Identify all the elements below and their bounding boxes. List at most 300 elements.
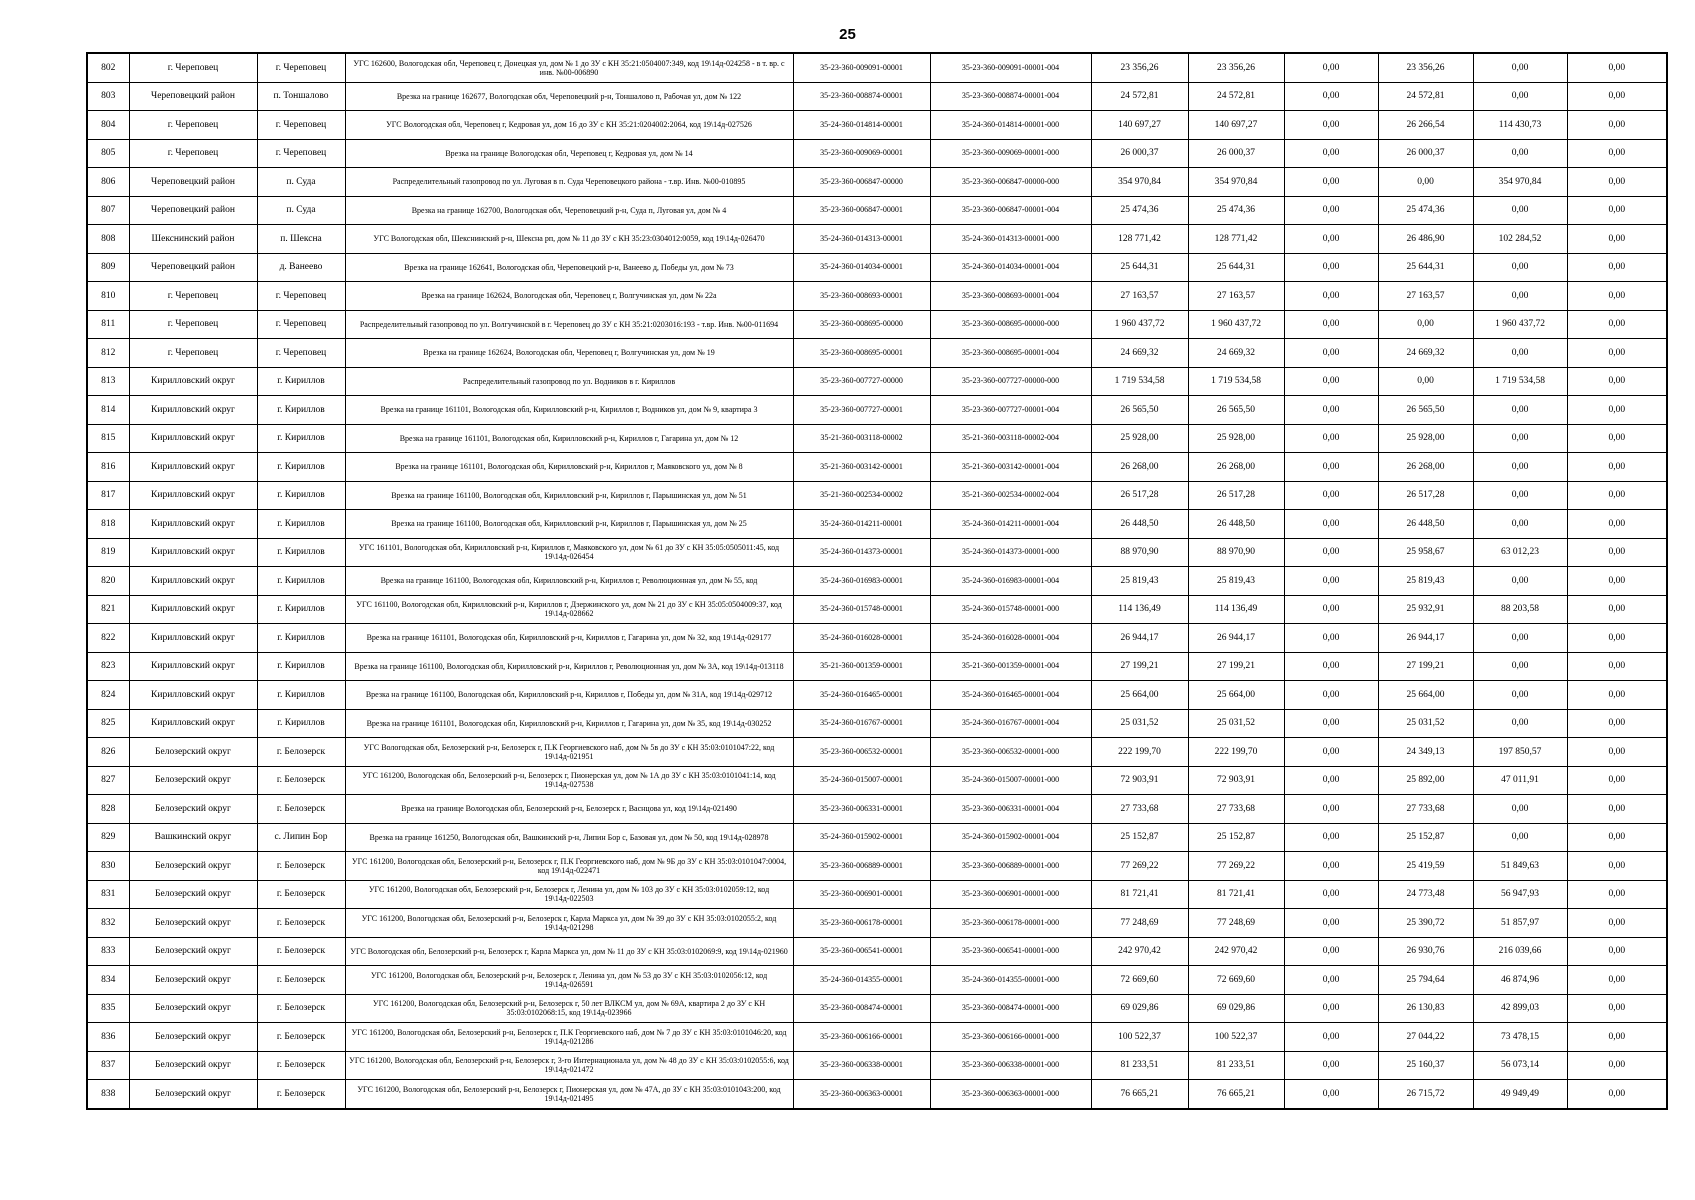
cell-settlement: г. Кириллов xyxy=(257,567,345,596)
cell-object-address: Распределительный газопровод по ул. Луговая в п. Суда Череповецкого района - т.вр. Инв. №00-010895 xyxy=(345,168,793,197)
table-row xyxy=(87,681,1667,710)
cell-settlement: г. Белозерск xyxy=(257,1023,345,1052)
cell-object-code: 35-21-360-003142-00001 xyxy=(793,453,930,482)
cell-cost-amount: 1 960 437,72 xyxy=(1188,310,1284,339)
cell-total-cost: 25 031,52 xyxy=(1091,709,1188,738)
cell-object-code: 35-23-360-006178-00001 xyxy=(793,909,930,938)
cell-connection-cost: 26 266,54 xyxy=(1378,111,1473,140)
cell-cost-amount: 26 000,37 xyxy=(1188,139,1284,168)
cell-cost-zero: 0,00 xyxy=(1284,937,1378,966)
cell-inventory-code: 35-21-360-003142-00001-004 xyxy=(930,453,1091,482)
cell-connection-cost: 26 715,72 xyxy=(1378,1080,1473,1109)
cell-cost-amount: 242 970,42 xyxy=(1188,937,1284,966)
cell-row-number: 807 xyxy=(87,196,129,225)
cell-inventory-code: 35-23-360-007727-00000-000 xyxy=(930,367,1091,396)
cell-cost-zero: 0,00 xyxy=(1284,111,1378,140)
table-row xyxy=(87,196,1667,225)
cell-row-number: 826 xyxy=(87,738,129,767)
table-row xyxy=(87,1051,1667,1080)
cell-object-code: 35-23-360-008874-00001 xyxy=(793,82,930,111)
cell-row-number: 808 xyxy=(87,225,129,254)
cell-object-code: 35-23-360-006847-00001 xyxy=(793,196,930,225)
table-body xyxy=(87,53,1667,1109)
cell-settlement: п. Суда xyxy=(257,168,345,197)
cell-network-cost: 73 478,15 xyxy=(1473,1023,1567,1052)
cell-district: Кирилловский округ xyxy=(129,367,257,396)
cell-connection-cost: 25 664,00 xyxy=(1378,681,1473,710)
table-row xyxy=(87,339,1667,368)
table-row xyxy=(87,510,1667,539)
cell-inventory-code: 35-24-360-014355-00001-000 xyxy=(930,966,1091,995)
cell-cost-amount: 114 136,49 xyxy=(1188,595,1284,624)
cell-settlement: г. Белозерск xyxy=(257,852,345,881)
table-row xyxy=(87,168,1667,197)
cell-inventory-code: 35-24-360-014034-00001-004 xyxy=(930,253,1091,282)
cell-cost-amount: 25 031,52 xyxy=(1188,709,1284,738)
cell-row-number: 827 xyxy=(87,766,129,795)
cell-object-code: 35-23-360-006541-00001 xyxy=(793,937,930,966)
cell-connection-cost: 26 930,76 xyxy=(1378,937,1473,966)
cell-settlement: п. Тоншалово xyxy=(257,82,345,111)
cell-district: Белозерский округ xyxy=(129,1023,257,1052)
cell-object-address: УГС 161200, Вологодская обл, Белозерский р-н, Белозерск г, Карла Маркса ул, дом № 39 до ЗУ с КН 35:03:0102055:2, код 19\14д-021298 xyxy=(345,909,793,938)
cell-extra-cost: 0,00 xyxy=(1567,538,1667,567)
cell-network-cost: 51 849,63 xyxy=(1473,852,1567,881)
cell-row-number: 837 xyxy=(87,1051,129,1080)
cell-total-cost: 81 233,51 xyxy=(1091,1051,1188,1080)
cell-network-cost: 114 430,73 xyxy=(1473,111,1567,140)
cell-network-cost: 0,00 xyxy=(1473,652,1567,681)
cell-extra-cost: 0,00 xyxy=(1567,994,1667,1023)
cell-district: Череповецкий район xyxy=(129,196,257,225)
cell-cost-amount: 27 163,57 xyxy=(1188,282,1284,311)
cell-cost-amount: 26 448,50 xyxy=(1188,510,1284,539)
cell-object-address: Врезка на границе 161100, Вологодская обл, Кирилловский р-н, Кириллов г, Парышинская ул, дом № 25 xyxy=(345,510,793,539)
cell-cost-zero: 0,00 xyxy=(1284,510,1378,539)
cell-inventory-code: 35-24-360-014313-00001-000 xyxy=(930,225,1091,254)
cell-settlement: г. Кириллов xyxy=(257,652,345,681)
cell-cost-amount: 24 669,32 xyxy=(1188,339,1284,368)
cell-inventory-code: 35-24-360-015007-00001-000 xyxy=(930,766,1091,795)
cell-object-address: Врезка на границе 161101, Вологодская обл, Кирилловский р-н, Кириллов г, Водников ул, дом № 9, квартира 3 xyxy=(345,396,793,425)
cell-district: Белозерский округ xyxy=(129,1051,257,1080)
cell-connection-cost: 25 819,43 xyxy=(1378,567,1473,596)
cell-network-cost: 354 970,84 xyxy=(1473,168,1567,197)
cell-settlement: г. Череповец xyxy=(257,53,345,82)
cell-row-number: 833 xyxy=(87,937,129,966)
cell-object-code: 35-24-360-015902-00001 xyxy=(793,823,930,852)
cell-settlement: г. Белозерск xyxy=(257,738,345,767)
cell-total-cost: 1 719 534,58 xyxy=(1091,367,1188,396)
cell-object-address: Врезка на границе 161100, Вологодская обл, Кирилловский р-н, Кириллов г, Революционная ул, дом № 55, код xyxy=(345,567,793,596)
cell-network-cost: 0,00 xyxy=(1473,424,1567,453)
cell-total-cost: 26 565,50 xyxy=(1091,396,1188,425)
cell-network-cost: 0,00 xyxy=(1473,453,1567,482)
table-row xyxy=(87,567,1667,596)
cell-cost-zero: 0,00 xyxy=(1284,1080,1378,1109)
cell-object-code: 35-24-360-016767-00001 xyxy=(793,709,930,738)
cell-network-cost: 0,00 xyxy=(1473,253,1567,282)
table-row xyxy=(87,994,1667,1023)
cell-object-code: 35-21-360-002534-00002 xyxy=(793,481,930,510)
cell-network-cost: 1 960 437,72 xyxy=(1473,310,1567,339)
cell-row-number: 838 xyxy=(87,1080,129,1109)
cell-district: Кирилловский округ xyxy=(129,538,257,567)
cell-district: г. Череповец xyxy=(129,282,257,311)
cell-inventory-code: 35-24-360-014211-00001-004 xyxy=(930,510,1091,539)
cell-settlement: г. Кириллов xyxy=(257,510,345,539)
cell-cost-zero: 0,00 xyxy=(1284,738,1378,767)
cell-extra-cost: 0,00 xyxy=(1567,966,1667,995)
cell-inventory-code: 35-23-360-006166-00001-000 xyxy=(930,1023,1091,1052)
cell-total-cost: 26 448,50 xyxy=(1091,510,1188,539)
cell-cost-amount: 26 268,00 xyxy=(1188,453,1284,482)
table-row xyxy=(87,82,1667,111)
cell-network-cost: 1 719 534,58 xyxy=(1473,367,1567,396)
cell-network-cost: 88 203,58 xyxy=(1473,595,1567,624)
table-row xyxy=(87,53,1667,82)
table-row xyxy=(87,538,1667,567)
cell-inventory-code: 35-23-360-008693-00001-004 xyxy=(930,282,1091,311)
cell-total-cost: 25 664,00 xyxy=(1091,681,1188,710)
cell-cost-zero: 0,00 xyxy=(1284,367,1378,396)
cell-object-address: УГС 161101, Вологодская обл, Кирилловский р-н, Кириллов г, Маяковского ул, дом № 61 до ЗУ с КН 35:05:0505011:45, код 19\14д-026454 xyxy=(345,538,793,567)
cell-inventory-code: 35-24-360-016465-00001-004 xyxy=(930,681,1091,710)
cell-settlement: г. Череповец xyxy=(257,111,345,140)
cell-district: Кирилловский округ xyxy=(129,681,257,710)
cell-cost-zero: 0,00 xyxy=(1284,339,1378,368)
cell-object-code: 35-24-360-016983-00001 xyxy=(793,567,930,596)
cell-row-number: 822 xyxy=(87,624,129,653)
cell-inventory-code: 35-23-360-008874-00001-004 xyxy=(930,82,1091,111)
cell-cost-zero: 0,00 xyxy=(1284,823,1378,852)
cell-district: Белозерский округ xyxy=(129,795,257,824)
cell-cost-zero: 0,00 xyxy=(1284,994,1378,1023)
cell-object-code: 35-23-360-006847-00000 xyxy=(793,168,930,197)
cell-cost-zero: 0,00 xyxy=(1284,595,1378,624)
cell-settlement: г. Кириллов xyxy=(257,424,345,453)
cell-object-code: 35-24-360-014313-00001 xyxy=(793,225,930,254)
cell-network-cost: 0,00 xyxy=(1473,82,1567,111)
cell-total-cost: 25 644,31 xyxy=(1091,253,1188,282)
table-row xyxy=(87,937,1667,966)
cell-cost-zero: 0,00 xyxy=(1284,396,1378,425)
cell-connection-cost: 25 152,87 xyxy=(1378,823,1473,852)
cell-network-cost: 0,00 xyxy=(1473,823,1567,852)
cell-row-number: 829 xyxy=(87,823,129,852)
cell-cost-amount: 27 199,21 xyxy=(1188,652,1284,681)
cell-inventory-code: 35-23-360-006901-00001-000 xyxy=(930,880,1091,909)
cell-cost-zero: 0,00 xyxy=(1284,424,1378,453)
cell-extra-cost: 0,00 xyxy=(1567,1023,1667,1052)
cell-network-cost: 0,00 xyxy=(1473,139,1567,168)
cell-object-address: УГС 161200, Вологодская обл, Белозерский р-н, Белозерск г, П.К Георгиевского наб, дом № 9Б до ЗУ с КН 35:03:0101047:0004, код 19\14д-022471 xyxy=(345,852,793,881)
cell-cost-zero: 0,00 xyxy=(1284,966,1378,995)
cell-inventory-code: 35-24-360-016983-00001-004 xyxy=(930,567,1091,596)
cell-network-cost: 56 947,93 xyxy=(1473,880,1567,909)
cell-row-number: 825 xyxy=(87,709,129,738)
table-row xyxy=(87,880,1667,909)
cell-network-cost: 42 899,03 xyxy=(1473,994,1567,1023)
page-number: 25 xyxy=(839,26,856,43)
cell-object-code: 35-23-360-006532-00001 xyxy=(793,738,930,767)
cell-settlement: г. Белозерск xyxy=(257,937,345,966)
cell-cost-zero: 0,00 xyxy=(1284,225,1378,254)
cell-total-cost: 72 669,60 xyxy=(1091,966,1188,995)
cell-network-cost: 0,00 xyxy=(1473,624,1567,653)
cell-cost-amount: 26 944,17 xyxy=(1188,624,1284,653)
table-row xyxy=(87,424,1667,453)
cell-inventory-code: 35-23-360-008695-00000-000 xyxy=(930,310,1091,339)
cell-connection-cost: 25 794,64 xyxy=(1378,966,1473,995)
cell-district: г. Череповец xyxy=(129,111,257,140)
table-row xyxy=(87,738,1667,767)
cell-total-cost: 81 721,41 xyxy=(1091,880,1188,909)
cell-cost-amount: 128 771,42 xyxy=(1188,225,1284,254)
cell-settlement: г. Белозерск xyxy=(257,966,345,995)
cell-inventory-code: 35-23-360-009091-00001-004 xyxy=(930,53,1091,82)
cell-settlement: г. Кириллов xyxy=(257,481,345,510)
cell-cost-amount: 25 819,43 xyxy=(1188,567,1284,596)
cell-district: г. Череповец xyxy=(129,310,257,339)
cell-extra-cost: 0,00 xyxy=(1567,168,1667,197)
cell-extra-cost: 0,00 xyxy=(1567,624,1667,653)
cell-extra-cost: 0,00 xyxy=(1567,396,1667,425)
cell-inventory-code: 35-24-360-016028-00001-004 xyxy=(930,624,1091,653)
table-row xyxy=(87,111,1667,140)
cell-connection-cost: 27 163,57 xyxy=(1378,282,1473,311)
table-row xyxy=(87,396,1667,425)
cell-total-cost: 27 163,57 xyxy=(1091,282,1188,311)
cell-cost-zero: 0,00 xyxy=(1284,766,1378,795)
cell-object-code: 35-23-360-006889-00001 xyxy=(793,852,930,881)
cell-extra-cost: 0,00 xyxy=(1567,595,1667,624)
cell-object-address: УГС 161200, Вологодская обл, Белозерский р-н, Белозерск г, 3-го Интернационала ул, дом № 48 до ЗУ с КН 35:03:0102055:6, код 19\14д-021472 xyxy=(345,1051,793,1080)
cell-row-number: 835 xyxy=(87,994,129,1023)
cell-inventory-code: 35-23-360-006847-00001-004 xyxy=(930,196,1091,225)
table-row xyxy=(87,139,1667,168)
cell-object-code: 35-24-360-014211-00001 xyxy=(793,510,930,539)
cell-inventory-code: 35-21-360-001359-00001-004 xyxy=(930,652,1091,681)
cell-row-number: 832 xyxy=(87,909,129,938)
cell-inventory-code: 35-23-360-006889-00001-000 xyxy=(930,852,1091,881)
cell-total-cost: 24 669,32 xyxy=(1091,339,1188,368)
cell-total-cost: 26 944,17 xyxy=(1091,624,1188,653)
cell-cost-amount: 77 248,69 xyxy=(1188,909,1284,938)
cell-cost-amount: 72 669,60 xyxy=(1188,966,1284,995)
cell-district: Череповецкий район xyxy=(129,253,257,282)
cell-extra-cost: 0,00 xyxy=(1567,510,1667,539)
cell-network-cost: 0,00 xyxy=(1473,282,1567,311)
cell-object-address: Врезка на границе 161100, Вологодская обл, Кирилловский р-н, Кириллов г, Парышинская ул, дом № 51 xyxy=(345,481,793,510)
table-row xyxy=(87,595,1667,624)
cell-connection-cost: 26 486,90 xyxy=(1378,225,1473,254)
cell-total-cost: 76 665,21 xyxy=(1091,1080,1188,1109)
cell-network-cost: 0,00 xyxy=(1473,196,1567,225)
cell-district: Белозерский округ xyxy=(129,909,257,938)
cell-cost-zero: 0,00 xyxy=(1284,53,1378,82)
cell-extra-cost: 0,00 xyxy=(1567,937,1667,966)
cell-row-number: 836 xyxy=(87,1023,129,1052)
cell-network-cost: 63 012,23 xyxy=(1473,538,1567,567)
cell-object-address: УГС 161200, Вологодская обл, Белозерский р-н, Белозерск г, Ленина ул, дом № 103 до ЗУ с КН 35:03:0102059:12, код 19\14д-022503 xyxy=(345,880,793,909)
cell-object-code: 35-24-360-015007-00001 xyxy=(793,766,930,795)
cell-row-number: 810 xyxy=(87,282,129,311)
cell-object-code: 35-23-360-007727-00000 xyxy=(793,367,930,396)
cell-district: Кирилловский округ xyxy=(129,481,257,510)
cell-cost-amount: 100 522,37 xyxy=(1188,1023,1284,1052)
cell-object-code: 35-23-360-006166-00001 xyxy=(793,1023,930,1052)
cell-extra-cost: 0,00 xyxy=(1567,339,1667,368)
cell-connection-cost: 25 474,36 xyxy=(1378,196,1473,225)
cell-connection-cost: 27 733,68 xyxy=(1378,795,1473,824)
cell-object-address: Врезка на границе 161101, Вологодская обл, Кирилловский р-н, Кириллов г, Гагарина ул, дом № 32, код 19\14д-029177 xyxy=(345,624,793,653)
cell-total-cost: 100 522,37 xyxy=(1091,1023,1188,1052)
cell-district: Белозерский округ xyxy=(129,738,257,767)
cell-object-code: 35-24-360-015748-00001 xyxy=(793,595,930,624)
cell-settlement: г. Череповец xyxy=(257,139,345,168)
table-row xyxy=(87,766,1667,795)
cell-cost-amount: 81 233,51 xyxy=(1188,1051,1284,1080)
cell-settlement: г. Череповец xyxy=(257,282,345,311)
cell-cost-zero: 0,00 xyxy=(1284,909,1378,938)
cell-connection-cost: 25 419,59 xyxy=(1378,852,1473,881)
cell-object-address: Распределительный газопровод по ул. Водников в г. Кириллов xyxy=(345,367,793,396)
cell-object-code: 35-24-360-014034-00001 xyxy=(793,253,930,282)
cell-cost-zero: 0,00 xyxy=(1284,453,1378,482)
cell-total-cost: 72 903,91 xyxy=(1091,766,1188,795)
cell-settlement: г. Кириллов xyxy=(257,595,345,624)
cell-connection-cost: 26 565,50 xyxy=(1378,396,1473,425)
cell-object-address: УГС 161200, Вологодская обл, Белозерский р-н, Белозерск г, Пионерская ул, дом № 47А, до ЗУ с КН 35:03:0101043:200, код 19\14д-021495 xyxy=(345,1080,793,1109)
cell-network-cost: 56 073,14 xyxy=(1473,1051,1567,1080)
cell-cost-amount: 88 970,90 xyxy=(1188,538,1284,567)
cell-connection-cost: 27 199,21 xyxy=(1378,652,1473,681)
cell-object-address: Врезка на границе 162641, Вологодская обл, Череповецкий р-н, Ванеево д, Победы ул, дом № 73 xyxy=(345,253,793,282)
table-row xyxy=(87,1080,1667,1109)
cell-network-cost: 102 284,52 xyxy=(1473,225,1567,254)
cell-connection-cost: 0,00 xyxy=(1378,310,1473,339)
cell-total-cost: 27 733,68 xyxy=(1091,795,1188,824)
cell-inventory-code: 35-23-360-006363-00001-000 xyxy=(930,1080,1091,1109)
cell-inventory-code: 35-24-360-016767-00001-004 xyxy=(930,709,1091,738)
cell-cost-amount: 25 664,00 xyxy=(1188,681,1284,710)
cell-settlement: д. Ванеево xyxy=(257,253,345,282)
cell-cost-zero: 0,00 xyxy=(1284,681,1378,710)
cell-network-cost: 47 011,91 xyxy=(1473,766,1567,795)
cell-row-number: 823 xyxy=(87,652,129,681)
cell-row-number: 830 xyxy=(87,852,129,881)
cell-object-code: 35-23-360-008695-00000 xyxy=(793,310,930,339)
cell-extra-cost: 0,00 xyxy=(1567,681,1667,710)
cell-extra-cost: 0,00 xyxy=(1567,652,1667,681)
cell-connection-cost: 25 958,67 xyxy=(1378,538,1473,567)
cell-object-code: 35-23-360-009069-00001 xyxy=(793,139,930,168)
cell-extra-cost: 0,00 xyxy=(1567,738,1667,767)
cell-cost-zero: 0,00 xyxy=(1284,624,1378,653)
cell-object-code: 35-23-360-007727-00001 xyxy=(793,396,930,425)
cell-inventory-code: 35-23-360-009069-00001-000 xyxy=(930,139,1091,168)
cell-connection-cost: 24 773,48 xyxy=(1378,880,1473,909)
cell-total-cost: 69 029,86 xyxy=(1091,994,1188,1023)
cell-inventory-code: 35-23-360-007727-00001-004 xyxy=(930,396,1091,425)
table-row xyxy=(87,367,1667,396)
cell-cost-amount: 69 029,86 xyxy=(1188,994,1284,1023)
cell-settlement: г. Белозерск xyxy=(257,766,345,795)
cell-object-address: УГС 161100, Вологодская обл, Кирилловский р-н, Кириллов г, Дзержинского ул, дом № 21 до ЗУ с КН 35:05:0504009:37, код 19\14д-028662 xyxy=(345,595,793,624)
cell-total-cost: 114 136,49 xyxy=(1091,595,1188,624)
cell-cost-zero: 0,00 xyxy=(1284,139,1378,168)
cell-extra-cost: 0,00 xyxy=(1567,453,1667,482)
cell-total-cost: 222 199,70 xyxy=(1091,738,1188,767)
cell-extra-cost: 0,00 xyxy=(1567,282,1667,311)
cell-network-cost: 0,00 xyxy=(1473,53,1567,82)
cell-extra-cost: 0,00 xyxy=(1567,1051,1667,1080)
cell-total-cost: 26 000,37 xyxy=(1091,139,1188,168)
table-row xyxy=(87,481,1667,510)
cell-district: Кирилловский округ xyxy=(129,624,257,653)
cell-object-code: 35-24-360-016465-00001 xyxy=(793,681,930,710)
cell-cost-amount: 1 719 534,58 xyxy=(1188,367,1284,396)
cell-cost-zero: 0,00 xyxy=(1284,310,1378,339)
cell-total-cost: 77 248,69 xyxy=(1091,909,1188,938)
cell-cost-amount: 26 565,50 xyxy=(1188,396,1284,425)
cell-row-number: 818 xyxy=(87,510,129,539)
cell-network-cost: 51 857,97 xyxy=(1473,909,1567,938)
cell-row-number: 815 xyxy=(87,424,129,453)
cell-district: Белозерский округ xyxy=(129,1080,257,1109)
cell-cost-zero: 0,00 xyxy=(1284,652,1378,681)
cell-connection-cost: 25 932,91 xyxy=(1378,595,1473,624)
cell-cost-zero: 0,00 xyxy=(1284,538,1378,567)
cell-object-code: 35-21-360-003118-00002 xyxy=(793,424,930,453)
cell-settlement: г. Белозерск xyxy=(257,795,345,824)
table-row xyxy=(87,624,1667,653)
cell-cost-zero: 0,00 xyxy=(1284,481,1378,510)
cell-row-number: 821 xyxy=(87,595,129,624)
cell-connection-cost: 25 390,72 xyxy=(1378,909,1473,938)
cell-cost-zero: 0,00 xyxy=(1284,852,1378,881)
cell-row-number: 806 xyxy=(87,168,129,197)
cell-settlement: г. Белозерск xyxy=(257,1080,345,1109)
cell-extra-cost: 0,00 xyxy=(1567,1080,1667,1109)
cell-extra-cost: 0,00 xyxy=(1567,139,1667,168)
cell-connection-cost: 25 160,37 xyxy=(1378,1051,1473,1080)
cell-object-address: УГС Вологодская обл, Белозерский р-н, Белозерск г, П.К Георгиевского наб, дом № 5в до ЗУ с КН 35:03:0101047:22, код 19\14д-021951 xyxy=(345,738,793,767)
cell-extra-cost: 0,00 xyxy=(1567,709,1667,738)
cell-cost-zero: 0,00 xyxy=(1284,795,1378,824)
cell-row-number: 814 xyxy=(87,396,129,425)
cell-settlement: г. Белозерск xyxy=(257,880,345,909)
cell-inventory-code: 35-24-360-014814-00001-000 xyxy=(930,111,1091,140)
cell-cost-zero: 0,00 xyxy=(1284,168,1378,197)
cell-connection-cost: 25 031,52 xyxy=(1378,709,1473,738)
cell-object-address: Врезка на границе 162677, Вологодская обл, Череповецкий р-н, Тоншалово п, Рабочая ул, дом № 122 xyxy=(345,82,793,111)
cell-network-cost: 49 949,49 xyxy=(1473,1080,1567,1109)
cell-object-address: Врезка на границе 161101, Вологодская обл, Кирилловский р-н, Кириллов г, Гагарина ул, дом № 35, код 19\14д-030252 xyxy=(345,709,793,738)
cell-inventory-code: 35-21-360-002534-00002-004 xyxy=(930,481,1091,510)
cell-district: г. Череповец xyxy=(129,53,257,82)
cell-cost-amount: 140 697,27 xyxy=(1188,111,1284,140)
cell-cost-zero: 0,00 xyxy=(1284,567,1378,596)
cell-network-cost: 197 850,57 xyxy=(1473,738,1567,767)
cell-district: Череповецкий район xyxy=(129,168,257,197)
cell-total-cost: 242 970,42 xyxy=(1091,937,1188,966)
cell-cost-amount: 26 517,28 xyxy=(1188,481,1284,510)
cell-total-cost: 23 356,26 xyxy=(1091,53,1188,82)
cell-object-code: 35-24-360-014373-00001 xyxy=(793,538,930,567)
table-row xyxy=(87,709,1667,738)
